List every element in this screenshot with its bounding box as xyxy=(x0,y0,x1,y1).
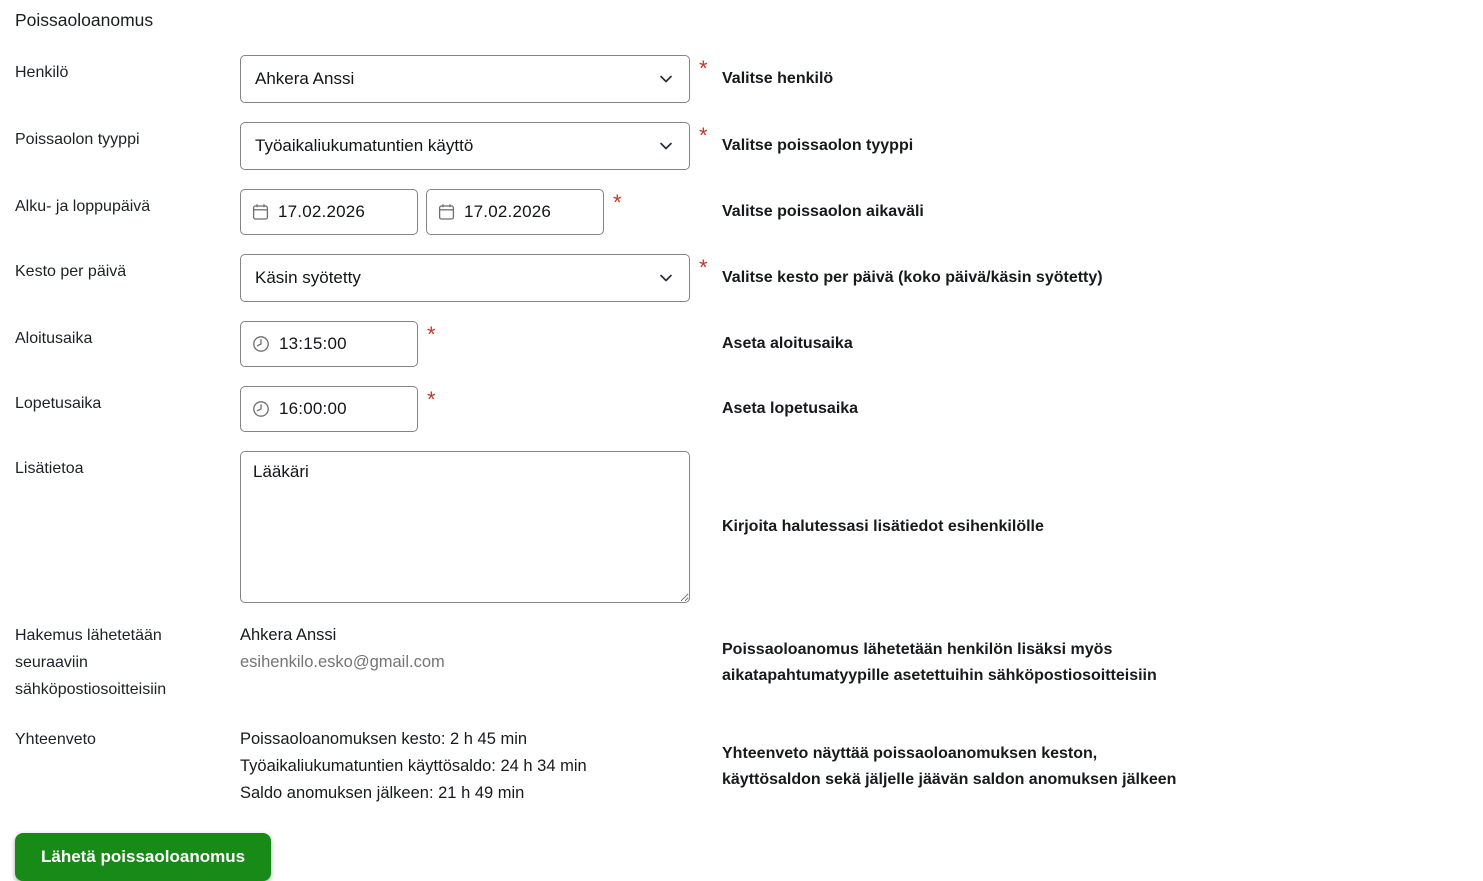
recipient-name: Ahkera Anssi xyxy=(240,626,337,644)
summary-help-line1: Yhteenveto näyttää poissaoloanomuksen keston, xyxy=(722,744,1098,762)
required-asterisk: * xyxy=(699,56,708,81)
paivat-label: Alku- ja loppupäivä xyxy=(15,198,151,215)
form-row-kesto xyxy=(15,254,1483,302)
form-row-paivat xyxy=(15,189,1483,235)
recipients-help-line1: Poissaoloanomus lähetetään henkilön lisäksi myös xyxy=(722,640,1113,658)
recipients-help-line2: aikatapahtumatyypille asetettuihin sähköpostiosoitteisiin xyxy=(722,666,1157,684)
start-date-input[interactable] xyxy=(240,189,418,235)
lopetusaika-label: Lopetusaika xyxy=(15,395,102,412)
chevron-down-icon xyxy=(657,70,675,88)
summary-balance: Työaikaliukumatuntien käyttösaldo: 24 h 34 min xyxy=(240,757,587,775)
summary-label: Yhteenveto xyxy=(15,731,96,748)
lisatietoa-label: Lisätietoa xyxy=(15,460,84,477)
page-title: Poissaoloanomus xyxy=(15,10,154,30)
required-asterisk: * xyxy=(699,255,708,280)
henkilo-select-value: Ahkera Anssi xyxy=(255,69,355,88)
required-asterisk: * xyxy=(427,322,436,347)
clock-icon xyxy=(252,335,270,353)
kesto-help: Valitse kesto per päivä (koko päivä/käsin syötetty) xyxy=(722,269,1103,286)
kesto-select[interactable] xyxy=(240,254,690,302)
submit-absence-request-button[interactable]: Lähetä poissaoloanomus xyxy=(15,833,271,881)
required-asterisk: * xyxy=(613,190,622,215)
kesto-label: Kesto per päivä xyxy=(15,263,127,280)
recipients-label: Hakemus lähetetään seuraaviin sähköpostiosoitteisiin xyxy=(15,627,167,698)
form-row-aloitusaika xyxy=(15,321,1483,367)
end-date-input[interactable] xyxy=(426,189,604,235)
poissaolon-tyyppi-select[interactable] xyxy=(240,122,690,170)
recipient-email: esihenkilo.esko@gmail.com xyxy=(240,653,445,671)
summary-help-line2: käyttösaldon sekä jäljelle jäävän saldon anomuksen jälkeen xyxy=(722,770,1177,788)
lisatietoa-help: Kirjoita halutessasi lisätiedot esihenkilölle xyxy=(722,518,1044,535)
form-row-poissaolon-tyyppi xyxy=(15,122,1483,170)
form-row-lisatietoa xyxy=(15,451,1483,603)
chevron-down-icon xyxy=(657,269,675,287)
chevron-down-icon xyxy=(657,137,675,155)
end-date-value: 17.02.2026 xyxy=(464,202,552,221)
start-date-value: 17.02.2026 xyxy=(278,202,366,221)
required-asterisk: * xyxy=(699,123,708,148)
aloitusaika-label: Aloitusaika xyxy=(15,330,93,347)
kesto-select-value: Käsin syötetty xyxy=(255,268,361,287)
lopetusaika-time-input[interactable] xyxy=(240,386,418,432)
henkilo-select[interactable] xyxy=(240,55,690,103)
calendar-icon xyxy=(438,203,455,221)
form-row-lopetusaika xyxy=(15,386,1483,432)
lopetusaika-value: 16:00:00 xyxy=(279,399,347,418)
summary-help xyxy=(722,741,1483,793)
summary-duration: Poissaoloanomuksen kesto: 2 h 45 min xyxy=(240,730,528,748)
paivat-help: Valitse poissaolon aikaväli xyxy=(722,203,924,220)
required-asterisk: * xyxy=(427,387,436,412)
summary-balance-after: Saldo anomuksen jälkeen: 21 h 49 min xyxy=(240,784,525,802)
poissaolon-tyyppi-help: Valitse poissaolon tyyppi xyxy=(722,137,914,154)
poissaolon-tyyppi-select-value: Työaikaliukumatuntien käyttö xyxy=(255,136,474,155)
calendar-icon xyxy=(252,203,269,221)
aloitusaika-time-input[interactable] xyxy=(240,321,418,367)
poissaolon-tyyppi-label: Poissaolon tyyppi xyxy=(15,131,140,148)
aloitusaika-help: Aseta aloitusaika xyxy=(722,335,853,352)
clock-icon xyxy=(252,400,270,418)
aloitusaika-value: 13:15:00 xyxy=(279,334,347,353)
recipients-row xyxy=(15,622,1483,703)
recipients-help xyxy=(722,637,1483,689)
lopetusaika-help: Aseta lopetusaika xyxy=(722,400,859,417)
summary-row xyxy=(15,726,1483,807)
lisatietoa-textarea[interactable] xyxy=(240,451,690,603)
henkilo-help: Valitse henkilö xyxy=(722,70,834,87)
henkilo-label: Henkilö xyxy=(15,64,69,81)
form-row-henkilo xyxy=(15,55,1483,103)
